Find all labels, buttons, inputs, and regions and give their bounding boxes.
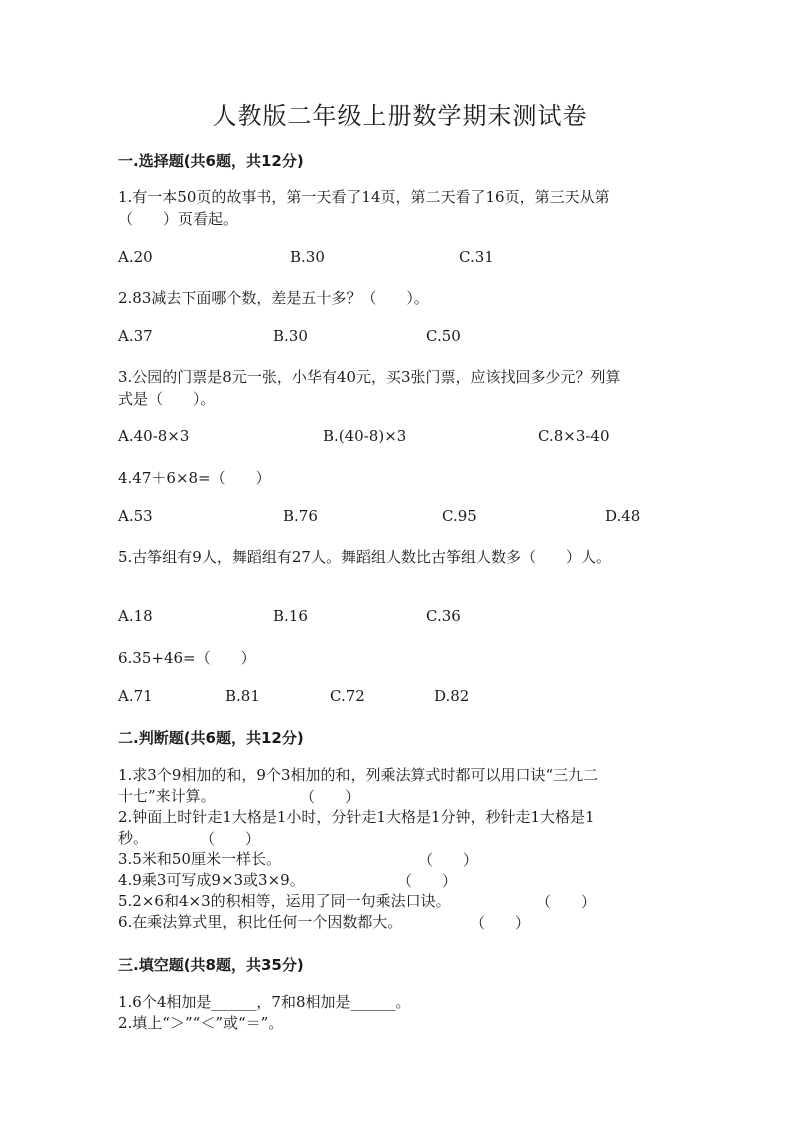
question-text: 2.83减去下面哪个数，差是五十多？（ ）。 — [118, 289, 429, 307]
option-c: C.36 — [426, 607, 461, 625]
option-a: A.53 — [118, 507, 153, 525]
question-judge-5 — [118, 891, 698, 912]
question-text: （ ）页看起。 — [118, 210, 239, 228]
option-b: B.16 — [273, 607, 308, 625]
section-heading-judge: 二.判断题(共6题，共12分) — [118, 729, 304, 747]
answer-paren[interactable]: （ ） — [470, 914, 531, 932]
option-b: B.81 — [225, 687, 260, 705]
question-choice-4 — [118, 467, 698, 489]
question-text: 式是（ ）。 — [118, 390, 216, 408]
answer-paren[interactable]: （ ） — [200, 830, 261, 848]
question-text: 秒。 — [118, 829, 149, 847]
question-text: 1.有一本50页的故事书，第一天看了14页，第二天看了16页，第三天从第 — [118, 188, 610, 206]
question-text: 4.47＋6×8=（ ） — [118, 469, 271, 487]
question-choice-2 — [118, 287, 698, 309]
question-text: 6.35+46=（ ） — [118, 649, 256, 667]
question-choice-6 — [118, 647, 698, 669]
answer-paren[interactable]: （ ） — [418, 851, 479, 869]
section-heading-fill: 三.填空题(共8题，共35分) — [118, 956, 304, 974]
option-a: A.37 — [118, 327, 153, 345]
question-text: 1.6个4相加是______，7和8相加是______。 — [118, 993, 411, 1011]
question-text: 5.古筝组有9人，舞蹈组有27人。舞蹈组人数比古筝组人数多（ ）人。 — [118, 548, 611, 566]
question-text: 5.2×6和4×3的积相等，运用了同一句乘法口诀。 — [118, 892, 451, 910]
options-choice-6 — [118, 687, 718, 709]
question-judge-6 — [118, 912, 698, 933]
question-choice-1 — [118, 186, 698, 230]
question-text: 4.9乘3可写成9×3或3×9。 — [118, 871, 305, 889]
options-choice-2 — [118, 327, 718, 349]
option-b: B.30 — [290, 248, 325, 266]
options-choice-1 — [118, 248, 718, 270]
options-choice-5 — [118, 607, 718, 629]
option-d: D.82 — [434, 687, 470, 705]
question-choice-3 — [118, 366, 698, 410]
question-fill-1 — [118, 992, 698, 1013]
question-fill-2 — [118, 1013, 698, 1034]
page-title: 人教版二年级上册数学期末测试卷 — [212, 102, 588, 130]
option-a: A.18 — [118, 607, 153, 625]
question-text: 2.钟面上时针走1大格是1小时，分针走1大格是1分钟，秒针走1大格是1 — [118, 808, 595, 826]
option-b: B.30 — [273, 327, 308, 345]
question-judge-1 — [118, 765, 698, 807]
question-text: 6.在乘法算式里，积比任何一个因数都大。 — [118, 913, 403, 931]
options-choice-3 — [118, 427, 718, 449]
options-choice-4 — [118, 507, 718, 529]
option-c: C.95 — [442, 507, 477, 525]
option-c: C.50 — [426, 327, 461, 345]
option-a: A.40-8×3 — [118, 427, 190, 445]
question-text: 1.求3个9相加的和，9个3相加的和，列乘法算式时都可以用口诀“三九二 — [118, 766, 599, 784]
question-text: 3.5米和50厘米一样长。 — [118, 850, 281, 868]
option-a: A.20 — [118, 248, 153, 266]
question-text: 2.填上“＞”“＜”或“＝”。 — [118, 1014, 284, 1032]
option-b: B.(40-8)×3 — [323, 427, 407, 445]
option-c: C.72 — [330, 687, 365, 705]
option-c: C.8×3-40 — [538, 427, 610, 445]
option-d: D.48 — [605, 507, 641, 525]
option-b: B.76 — [283, 507, 318, 525]
answer-paren[interactable]: （ ） — [536, 893, 597, 911]
section-heading-choice: 一.选择题(共6题，共12分) — [118, 152, 304, 170]
answer-paren[interactable]: （ ） — [397, 872, 458, 890]
option-a: A.71 — [118, 687, 153, 705]
question-text: 3.公园的门票是8元一张，小华有40元，买3张门票，应该找回多少元？列算 — [118, 368, 621, 386]
question-text: 十七”来计算。 — [118, 787, 216, 805]
question-judge-3 — [118, 849, 698, 870]
option-c: C.31 — [459, 248, 494, 266]
question-choice-5 — [118, 546, 698, 568]
answer-paren[interactable]: （ ） — [300, 788, 361, 806]
